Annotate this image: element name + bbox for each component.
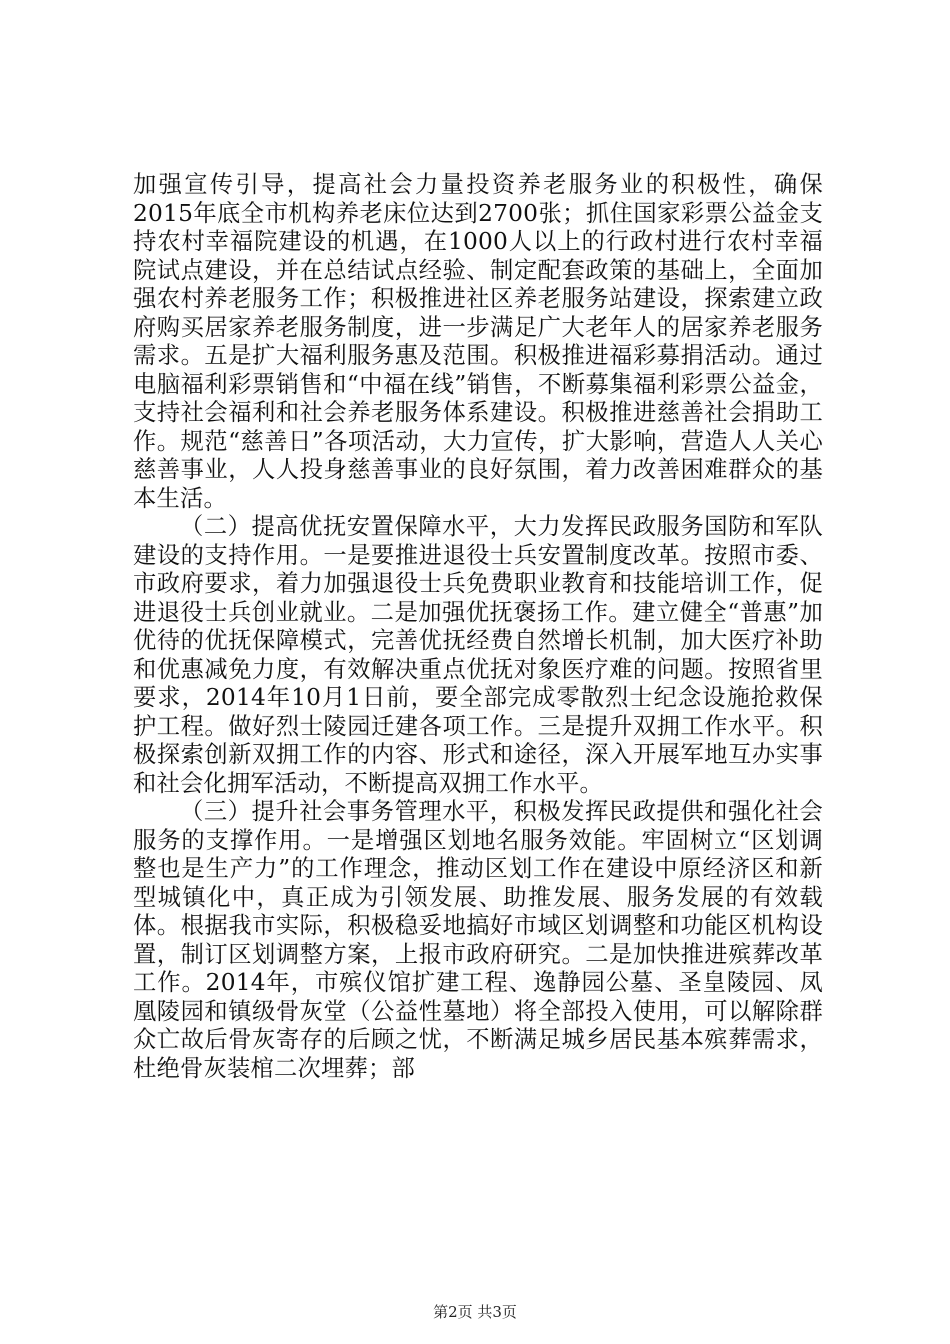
paragraph-2: （二）提高优抚安置保障水平，大力发挥民政服务国防和军队建设的支持作用。一是要推进退役士兵安置制度改革。按照市委、市政府要求，着力加强退役士兵免费职业教育和技能培训工作，促进退役士兵创业就业。二是加强优抚褒扬工作。建立健全“普惠”加优待的优抚保障模式，完善优抚经费自然增长机制，加大医疗补助和优惠减免力度，有效解决重点优抚对象医疗难的问题。按照省里要求，2014年10月1日前，要全部完成零散烈士纪念设施抢救保护工程。做好烈士陵园迁建各项工作。三是提升双拥工作水平。积极探索创新双拥工作的内容、形式和途径，深入开展军地互办实事和社会化拥军活动，不断提高双拥工作水平。 — [133, 513, 823, 797]
document-body — [133, 171, 823, 1083]
paragraph-1: 加强宣传引导，提高社会力量投资养老服务业的积极性，确保2015年底全市机构养老床位达到2700张；抓住国家彩票公益金支持农村幸福院建设的机遇，在1000人以上的行政村进行农村幸福院试点建设，并在总结试点经验、制定配套政策的基础上，全面加强农村养老服务工作；积极推进社区养老服务站建设，探索建立政府购买居家养老服务制度，进一步满足广大老年人的居家养老服务需求。五是扩大福利服务惠及范围。积极推进福彩募捐活动。通过电脑福利彩票销售和“中福在线”销售，不断募集福利彩票公益金，支持社会福利和社会养老服务体系建设。积极推进慈善社会捐助工作。规范“慈善日”各项活动，大力宣传，扩大影响，营造人人关心慈善事业，人人投身慈善事业的良好氛围，着力改善困难群众的基本生活。 — [133, 171, 823, 512]
paragraph-3: （三）提升社会事务管理水平，积极发挥民政提供和强化社会服务的支撑作用。一是增强区划地名服务效能。牢固树立“区划调整也是生产力”的工作理念，推动区划工作在建设中原经济区和新型城镇化中，真正成为引领发展、助推发展、服务发展的有效载体。根据我市实际，积极稳妥地搞好市域区划调整和功能区机构设置，制订区划调整方案，上报市政府研究。二是加快推进殡葬改革工作。2014年，市殡仪馆扩建工程、逸静园公墓、圣皇陵园、凤凰陵园和镇级骨灰堂（公益性墓地）将全部投入使用，可以解除群众亡故后骨灰寄存的后顾之忧，不断满足城乡居民基本殡葬需求，杜绝骨灰装棺二次埋葬；部 — [133, 798, 823, 1082]
page-footer: 第2页 共3页 — [433, 1303, 517, 1321]
